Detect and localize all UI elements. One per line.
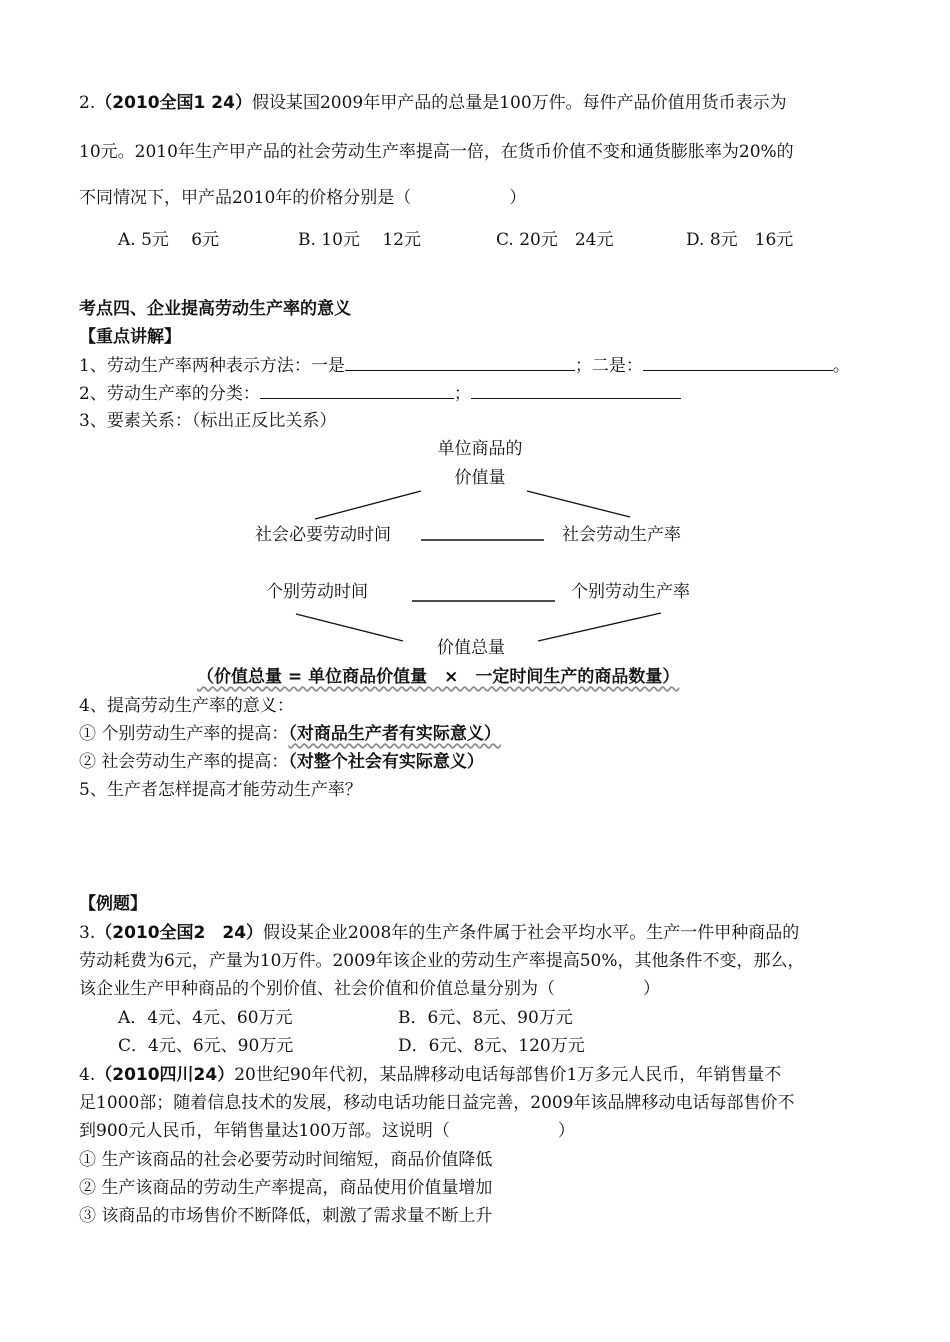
q2-line2: 10元。2010年生产甲产品的社会劳动生产率提高一倍，在货币价值不变和通货膨胀率为20%的 [79, 142, 794, 162]
item-4: 4、提高劳动生产率的意义： [79, 696, 294, 716]
q3-option-b: B．6元、8元、90万元 [398, 1008, 573, 1028]
q3-option-a: A．4元、4元、60万元 [118, 1008, 293, 1028]
diagram-social-productivity: 社会劳动生产率 [562, 525, 681, 545]
q4-line2: 足1000部；随着信息技术的发展，移动电话功能日益完善，2009年该品牌移动电话每部售价不 [79, 1093, 795, 1113]
q2-line3: 不同情况下，甲产品2010年的价格分别是（ ） [79, 188, 527, 208]
q2-option-b: B. 10元 12元 [298, 230, 421, 250]
q2-option-d: D. 8元 16元 [686, 230, 794, 250]
value-formula: （价值总量 = 单位商品价值量 × 一定时间生产的商品数量） [197, 667, 680, 687]
q4-statement-3: ③ 该商品的市场售价不断降低，刺激了需求量不断上升 [79, 1206, 493, 1226]
diagram-individual-time: 个别劳动时间 [266, 582, 368, 602]
diagram-top-label-1: 单位商品的 [437, 439, 523, 459]
q3-line2: 劳动耗费为6元，产量为10万件。2009年该企业的劳动生产率提高50%，其他条件不变，那么， [79, 951, 805, 971]
section-title: 考点四、企业提高劳动生产率的意义 [79, 299, 351, 319]
q2-line1: 2.（2010全国1 24）假设某国2009年甲产品的总量是100万件。每件产品价值用货币表示为 [79, 93, 787, 113]
q2-source: （2010全国1 24） [95, 93, 252, 113]
q3-option-c: C．4元、6元、90万元 [118, 1036, 294, 1056]
item-4-2-note: （对整个社会有实际意义） [288, 752, 484, 772]
q2-option-a: A. 5元 6元 [118, 230, 220, 250]
q4-source: （2010四川24） [95, 1065, 235, 1085]
item-1: 1、劳动生产率两种表示方法：一是 ；二是： 。 [79, 356, 850, 376]
q4-line3: 到900元人民币，年销售量达100万部。这说明（ ） [79, 1121, 575, 1141]
examples-heading: 【例题】 [79, 894, 147, 914]
diagram-top-label-2: 价值量 [454, 468, 506, 488]
q4-line1: 4.（2010四川24）20世纪90年代初，某品牌移动电话每部售价1万多元人民币，年销售量不 [79, 1065, 782, 1085]
item-4-1-note: （对商品生产者有实际意义） [288, 724, 501, 744]
q3-line3: 该企业生产甲种商品的个别价值、社会价值和价值总量分别为（ ） [79, 979, 660, 999]
q3-source: （2010全国2 24） [95, 923, 264, 943]
item-4-2: ② 社会劳动生产率的提高：（对整个社会有实际意义） [79, 752, 484, 772]
q4-statement-1: ① 生产该商品的社会必要劳动时间缩短，商品价值降低 [79, 1150, 493, 1170]
item-2: 2、劳动生产率的分类： ； [79, 382, 681, 405]
diagram-individual-productivity: 个别劳动生产率 [571, 582, 690, 602]
diagram-total-value: 价值总量 [437, 638, 505, 658]
diagram-social-necessary-time: 社会必要劳动时间 [255, 525, 391, 545]
q2-option-c: C. 20元 24元 [496, 230, 614, 250]
q4-statement-2: ② 生产该商品的劳动生产率提高，商品使用价值量增加 [79, 1178, 493, 1198]
item-3: 3、要素关系：（标出正反比关系） [79, 411, 337, 431]
q3-option-d: D．6元、8元、120万元 [398, 1036, 585, 1056]
q3-line1: 3.（2010全国2 24）假设某企业2008年的生产条件属于社会平均水平。生产一件甲种商品的 [79, 923, 800, 943]
item-5: 5、生产者怎样提高才能劳动生产率？ [79, 780, 362, 800]
item-4-1: ① 个别劳动生产率的提高：（对商品生产者有实际意义） [79, 724, 501, 744]
key-points-heading: 【重点讲解】 [79, 327, 181, 347]
